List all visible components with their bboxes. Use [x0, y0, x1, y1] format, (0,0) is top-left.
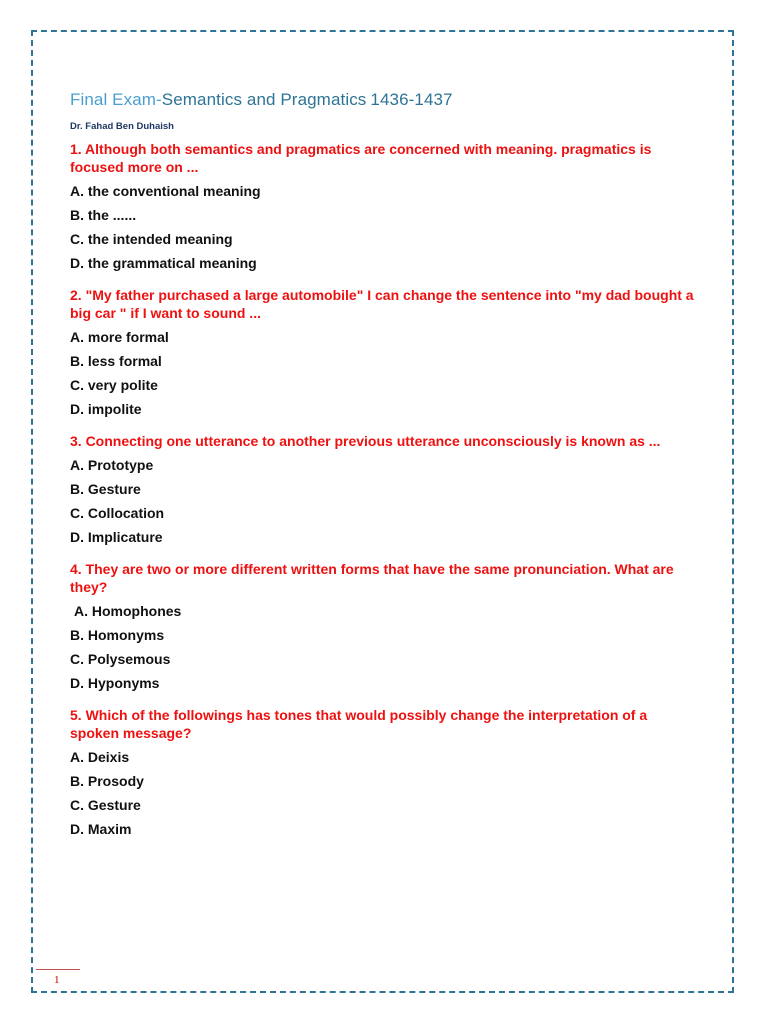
option-d: D. Hyponyms — [70, 675, 160, 691]
question-4 — [70, 560, 700, 692]
option-c: C. Gesture — [70, 797, 141, 813]
option-a: A. the conventional meaning — [70, 183, 261, 199]
option-d: D. Maxim — [70, 821, 132, 837]
title-subject: Semantics and Pragmatics — [161, 90, 367, 109]
page-title — [70, 88, 700, 112]
page-footer — [36, 969, 80, 986]
question-1 — [70, 140, 700, 272]
author-name: Dr. Fahad Ben Duhaish — [70, 121, 174, 132]
option-c: C. Collocation — [70, 505, 165, 521]
page-number: 1 — [54, 974, 60, 986]
option-b: B. Gesture — [70, 481, 141, 497]
question-text: 3. Connecting one utterance to another previous utterance unconsciously is known as ... — [70, 433, 661, 449]
option-d: D. the grammatical meaning — [70, 255, 257, 271]
title-prefix: Final Exam- — [70, 90, 162, 109]
question-text: 2. "My father purchased a large automobile" I can change the sentence into "my dad bought a big car " if I want to sound ... — [70, 287, 694, 321]
option-d: D. Implicature — [70, 529, 163, 545]
option-d: D. impolite — [70, 401, 142, 417]
document-content — [70, 88, 700, 844]
question-3 — [70, 432, 700, 546]
option-c: C. the intended meaning — [70, 231, 233, 247]
footer-rule — [36, 969, 80, 970]
option-c: C. Polysemous — [70, 651, 171, 667]
option-list — [70, 182, 700, 272]
question-5 — [70, 706, 700, 838]
question-text: 1. Although both semantics and pragmatics are concerned with meaning. pragmatics is focused more on ... — [70, 141, 652, 175]
question-text: 5. Which of the followings has tones that would possibly change the interpretation of a spoken message? — [70, 707, 648, 741]
option-a: A. Homophones — [74, 603, 182, 619]
option-b: B. Homonyms — [70, 627, 165, 643]
question-text: 4. They are two or more different written forms that have the same pronunciation. What are they? — [70, 561, 674, 595]
option-b: B. the ...... — [70, 207, 137, 223]
option-b: B. Prosody — [70, 773, 144, 789]
option-list — [70, 456, 700, 546]
option-c: C. very polite — [70, 377, 158, 393]
question-2 — [70, 286, 700, 418]
option-list — [70, 748, 700, 838]
option-a: A. Prototype — [70, 457, 154, 473]
option-b: B. less formal — [70, 353, 162, 369]
option-a: A. more formal — [70, 329, 169, 345]
option-list — [70, 328, 700, 418]
title-year: 1436-1437 — [370, 90, 453, 109]
option-a: A. Deixis — [70, 749, 130, 765]
option-list — [70, 602, 700, 692]
